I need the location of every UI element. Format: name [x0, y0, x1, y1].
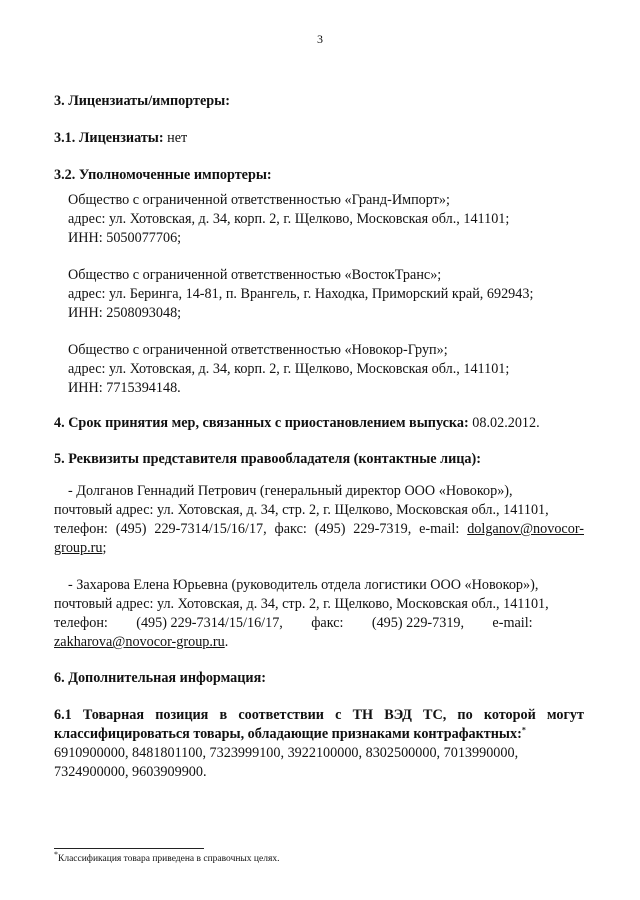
importer-name: Общество с ограниченной ответственностью «Гранд-Импорт»; — [68, 192, 450, 208]
importer-2 — [68, 266, 584, 323]
email-link[interactable]: zakharova@novocor-group.ru — [54, 634, 225, 650]
email-link[interactable]: dolganov@novocor- — [467, 521, 584, 537]
contact-name: - Долганов Геннадий Петрович (генеральный директор ООО «Новокор»), — [68, 483, 513, 499]
section-3-1-value: нет — [167, 130, 188, 146]
footnote-mark: * — [54, 849, 58, 859]
importer-3 — [68, 341, 584, 398]
contact-phone-text: телефон: (495) 229-7314/15/16/17, факс: (495) 229-7319, e-mail: — [54, 521, 468, 537]
footnote — [54, 849, 280, 865]
codes-line-2: 7324900000, 9603909900. — [54, 764, 207, 780]
codes-line-1: 6910900000, 8481801100, 7323999100, 3922100000, 8302500000, 7013990000, — [54, 745, 519, 761]
contact-address: почтовый адрес: ул. Хотовская, д. 34, стр. 2, г. Щелково, Московская обл., 141101, — [54, 596, 549, 612]
contact-address: почтовый адрес: ул. Хотовская, д. 34, стр. 2, г. Щелково, Московская обл., 141101, — [54, 502, 549, 518]
section-6-1-title — [54, 706, 584, 744]
importer-inn: ИНН: 2508093048; — [68, 305, 182, 321]
importer-name: Общество с ограниченной ответственностью «ВостокТранс»; — [68, 267, 442, 283]
importer-1 — [68, 191, 584, 248]
contact-phone: телефон: (495) 229-7314/15/16/17, факс: (495) 229-7319, e-mail: — [54, 615, 533, 631]
email-link[interactable]: group.ru — [54, 540, 103, 556]
section-3-2-title: 3.2. Уполномоченные импортеры: — [54, 167, 272, 183]
page-number: 3 — [317, 32, 323, 46]
contact-2 — [54, 576, 584, 652]
importer-address: адрес: ул. Хотовская, д. 34, корп. 2, г. Щелково, Московская обл., 141101; — [68, 211, 510, 227]
importer-address: адрес: ул. Хотовская, д. 34, корп. 2, г. Щелково, Московская обл., 141101; — [68, 361, 510, 377]
contact-1 — [54, 482, 584, 558]
section-3-1 — [54, 129, 584, 148]
contact-phone — [54, 520, 584, 539]
contact-name: - Захарова Елена Юрьевна (руководитель отдела логистики ООО «Новокор»), — [68, 577, 539, 593]
contact-email-line — [54, 633, 584, 652]
section-4-value: 08.02.2012. — [472, 415, 540, 431]
importer-address: адрес: ул. Беринга, 14-81, п. Врангель, г. Находка, Приморский край, 692943; — [68, 286, 534, 302]
section-6-title: 6. Дополнительная информация: — [54, 670, 266, 686]
importer-name: Общество с ограниченной ответственностью «Новокор-Груп»; — [68, 342, 448, 358]
section-4 — [54, 414, 584, 433]
section-6-1-text: 6.1 Товарная позиция в соответствии с ТН ВЭД ТС, по которой могут классифицироваться товары, обладающие признаками контрафактных: — [54, 707, 584, 742]
footnote-divider — [54, 848, 204, 849]
section-4-title: 4. Срок принятия мер, связанных с приостановлением выпуска: — [54, 415, 469, 431]
punctuation: . — [224, 634, 229, 650]
footnote-text: Классификация товара приведена в справочных целях. — [58, 854, 280, 864]
importer-inn: ИНН: 5050077706; — [68, 230, 182, 246]
document-body — [54, 92, 584, 782]
punctuation: ; — [102, 540, 107, 556]
footnote-mark: * — [521, 725, 526, 735]
importer-inn: ИНН: 7715394148. — [68, 380, 181, 396]
contact-email-cont — [54, 539, 584, 558]
section-3-title: 3. Лицензиаты/импортеры: — [54, 93, 230, 109]
section-3-1-label: 3.1. Лицензиаты: — [54, 130, 164, 146]
section-5-title: 5. Реквизиты представителя правообладателя (контактные лица): — [54, 451, 481, 467]
